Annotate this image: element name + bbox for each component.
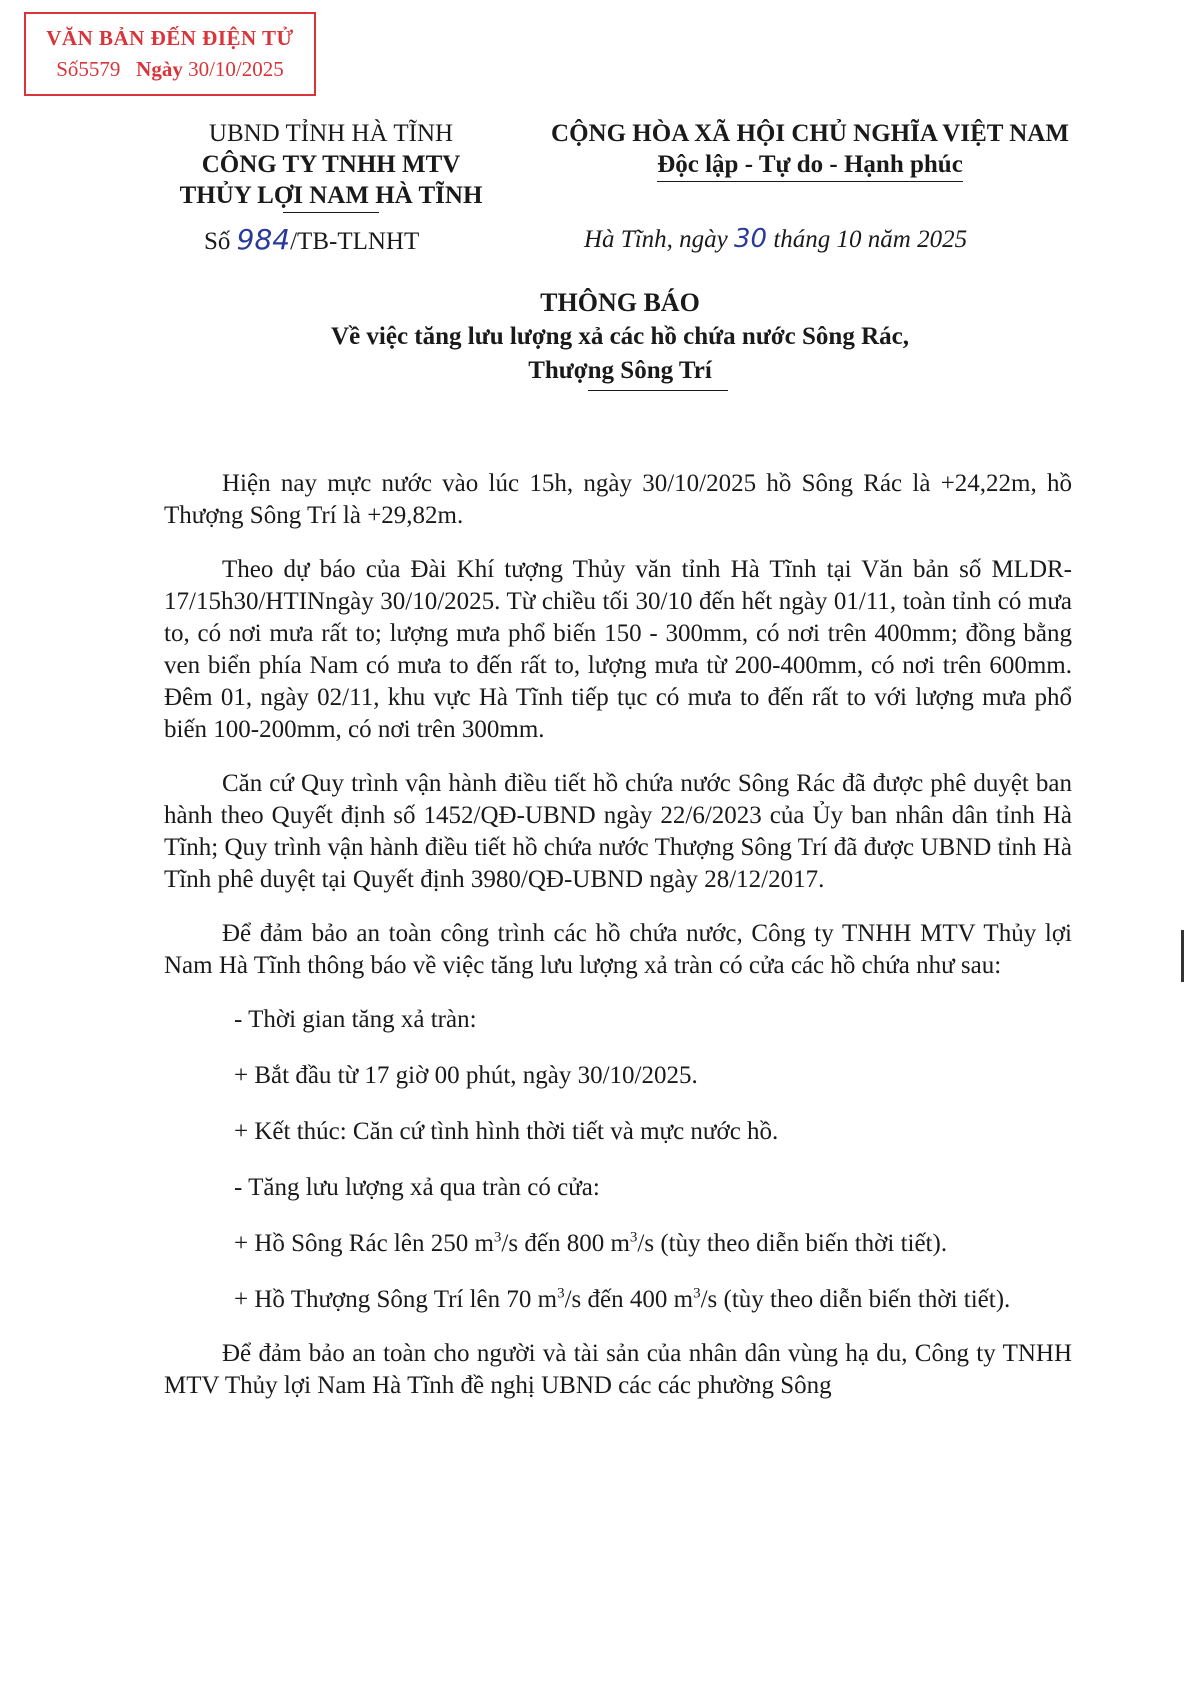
issuer-underline — [283, 212, 379, 213]
issuer-company-line2: THỦY LỢI NAM HÀ TĨNH — [179, 182, 483, 209]
scan-edge-mark — [1181, 930, 1184, 982]
stamp-date-label: Ngày — [136, 57, 183, 81]
stamp-number-label: Số — [56, 57, 79, 81]
notice-subject-line1: Về việc tăng lưu lượng xả các hồ chứa nước Sông Rác, — [331, 323, 909, 350]
sup-cubic: 3 — [493, 1229, 502, 1246]
item-song-rac — [164, 1228, 1072, 1260]
issuer-header — [150, 118, 512, 213]
item-end-time: + Kết thúc: Căn cứ tình hình thời tiết và mực nước hồ. — [234, 1118, 779, 1145]
paragraph-request: Để đảm bảo an toàn cho người và tài sản của nhân dân vùng hạ du, Công ty TNHH MTV Thủy lợi Nam Hà Tĩnh đề nghị UBND các các phường Sông — [164, 1340, 1072, 1399]
issuer-authority: UBND TỈNH HÀ TĨNH — [208, 120, 454, 147]
notice-subject-line2: Thượng Sông Trí — [528, 357, 712, 384]
document-number — [204, 223, 419, 256]
notice-body — [164, 468, 1072, 1424]
item-start-time: + Bắt đầu từ 17 giờ 00 phút, ngày 30/10/2025. — [234, 1062, 698, 1089]
song-tri-text-b: /s đến 400 m — [564, 1286, 694, 1313]
doc-number-handwritten: 984 — [236, 223, 291, 256]
notice-title — [150, 286, 1090, 391]
song-tri-text-a: + Hồ Thượng Sông Trí lên 70 m — [234, 1286, 558, 1313]
stamp-title: VĂN BẢN ĐẾN ĐIỆN TỬ — [46, 26, 294, 50]
doc-number-suffix: /TB-TLNHT — [290, 228, 420, 255]
national-header — [530, 118, 1090, 182]
document-date — [584, 224, 967, 254]
notice-heading: THÔNG BÁO — [540, 288, 700, 317]
stamp-number: 5579 — [78, 57, 121, 81]
item-discharge-increase: - Tăng lưu lượng xả qua tràn có cửa: — [234, 1174, 600, 1201]
date-prefix: Hà Tĩnh, ngày — [584, 226, 728, 253]
song-tri-text-c: /s (tùy theo diễn biến thời tiết). — [700, 1286, 1011, 1313]
sup-cubic: 3 — [557, 1285, 565, 1302]
song-rac-text-a: + Hồ Sông Rác lên 250 m — [234, 1230, 494, 1257]
doc-number-prefix: Số — [204, 228, 231, 255]
date-suffix: tháng 10 năm 2025 — [773, 226, 968, 253]
stamp-number-date — [26, 57, 314, 82]
title-underline — [588, 390, 728, 391]
date-day-handwritten: 30 — [734, 224, 768, 254]
national-title: CỘNG HÒA XÃ HỘI CHỦ NGHĨA VIỆT NAM — [551, 120, 1069, 147]
item-thuong-song-tri — [164, 1284, 1072, 1316]
song-rac-text-b: /s đến 800 m — [501, 1230, 630, 1257]
paragraph-water-level: Hiện nay mực nước vào lúc 15h, ngày 30/10/2025 hồ Sông Rác là +24,22m, hồ Thượng Sông Trí là +29,82m. — [164, 470, 1072, 529]
sup-cubic: 3 — [693, 1285, 701, 1302]
national-motto: Độc lập - Tự do - Hạnh phúc — [657, 149, 963, 182]
incoming-document-stamp — [24, 12, 316, 96]
paragraph-announcement: Để đảm bảo an toàn công trình các hồ chứa nước, Công ty TNHH MTV Thủy lợi Nam Hà Tĩnh thông báo về việc tăng lưu lượng xả tràn có cửa các hồ chứa như sau: — [164, 920, 1072, 979]
stamp-date: 30/10/2025 — [188, 57, 284, 81]
item-discharge-time: - Thời gian tăng xả tràn: — [234, 1006, 477, 1033]
issuer-company-line1: CÔNG TY TNHH MTV — [201, 151, 461, 178]
paragraph-forecast: Theo dự báo của Đài Khí tượng Thủy văn tỉnh Hà Tĩnh tại Văn bản số MLDR-17/15h30/HTINngày 30/10/2025. Từ chiều tối 30/10 đến hết ngày 01/11, toàn tỉnh có mưa to, có nơi mưa rất to; lượng mưa phổ biến 150 - 300mm, có nơi trên 400mm; đồng bằng ven biển phía Nam có mưa to đến rất to, lượng mưa từ 200-400mm, có nơi trên 600mm. Đêm 01, ngày 02/11, khu vực Hà Tĩnh tiếp tục có mưa to đến rất to với lượng mưa phổ biến 100-200mm, có nơi trên 300mm. — [164, 556, 1072, 743]
song-rac-text-c: /s (tùy theo diễn biến thời tiết). — [637, 1230, 948, 1257]
sup-cubic: 3 — [629, 1229, 638, 1246]
paragraph-legal-basis: Căn cứ Quy trình vận hành điều tiết hồ chứa nước Sông Rác đã được phê duyệt ban hành theo Quyết định số 1452/QĐ-UBND ngày 22/6/2023 của Ủy ban nhân dân tỉnh Hà Tĩnh; Quy trình vận hành điều tiết hồ chứa nước Thượng Sông Trí đã được UBND tỉnh Hà Tĩnh phê duyệt tại Quyết định 3980/QĐ-UBND ngày 28/12/2017. — [164, 770, 1072, 893]
